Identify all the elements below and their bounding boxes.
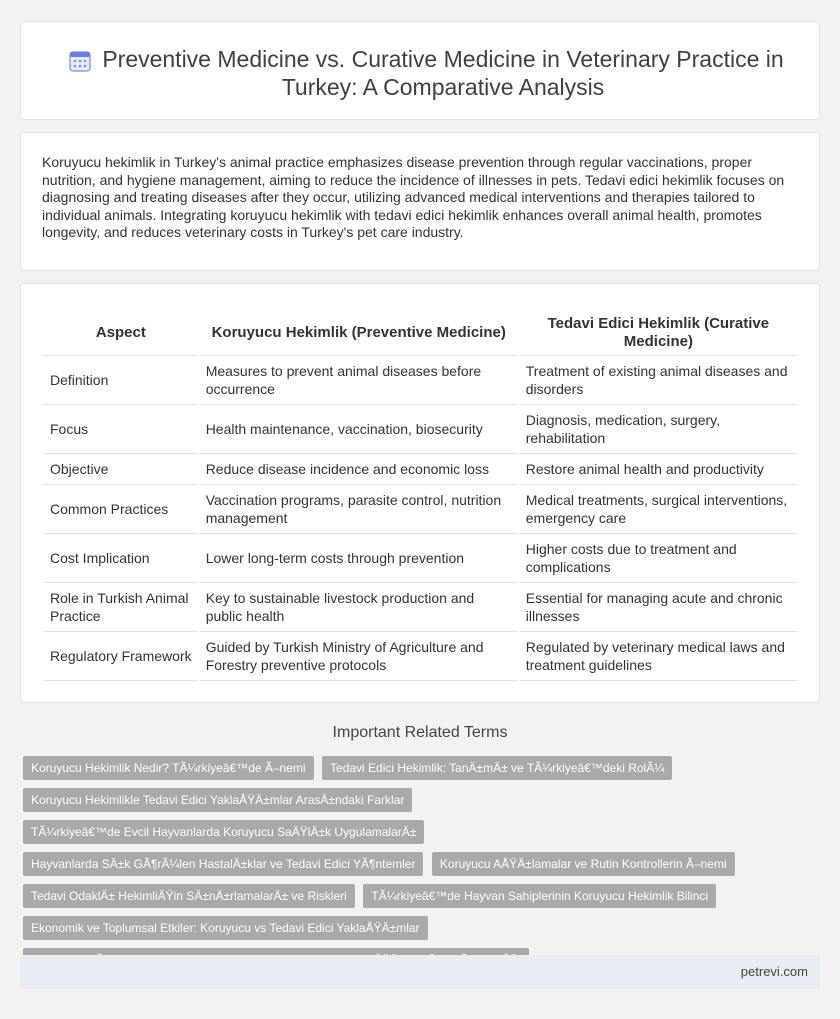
curative-cell: Medical treatments, surgical interventions, emergency care	[520, 485, 797, 534]
page-title: Preventive Medicine vs. Curative Medicine in Veterinary Practice in Turkey: A Comparative Analysis	[102, 46, 784, 100]
preventive-cell: Reduce disease incidence and economic loss	[200, 454, 518, 485]
curative-cell: Restore animal health and productivity	[520, 454, 797, 485]
curative-cell: Essential for managing acute and chronic illnesses	[520, 583, 797, 632]
curative-cell: Regulated by veterinary medical laws and treatment guidelines	[520, 632, 797, 681]
header-card	[20, 21, 820, 120]
comparison-table	[42, 311, 799, 681]
intro-paragraph: Koruyucu hekimlik in Turkey's animal practice emphasizes disease prevention through regular vaccinations, proper nutrition, and hygiene management, aiming to reduce the incidence of illnesses in pets. Tedavi edici hekimlik focuses on diagnosing and treating diseases after they occur, utilizing advanced medical interventions and therapies tailored to individual animals. Integrating koruyucu hekimlik with tedavi edici hekimlik enhances overall animal health, promotes longevity, and reduces veterinary costs in Turkey's pet care industry.	[42, 154, 785, 240]
footer-site-link[interactable]: petrevi.com	[740, 964, 808, 979]
preventive-cell: Health maintenance, vaccination, biosecurity	[200, 405, 518, 454]
related-term-tag[interactable]: TÃ¼rkiyeâ€™de Evcil Hayvanlarda Koruyucu SaÄŸlÄ±k UygulamalarÄ±	[23, 820, 424, 844]
footer	[20, 955, 820, 989]
related-term-tag[interactable]: Hayvanlarda SÄ±k GÃ¶rÃ¼len HastalÄ±klar ve Tedavi Edici YÃ¶ntemler	[23, 852, 423, 876]
column-header-curative: Tedavi Edici Hekimlik (Curative Medicine)	[520, 311, 797, 356]
curative-cell: Higher costs due to treatment and complications	[520, 534, 797, 583]
preventive-cell: Guided by Turkish Ministry of Agriculture and Forestry preventive protocols	[200, 632, 518, 681]
aspect-cell: Regulatory Framework	[44, 632, 198, 681]
related-term-tag[interactable]: Ekonomik ve Toplumsal Etkiler: Koruyucu vs Tedavi Edici YaklaÅŸÄ±mlar	[23, 916, 428, 940]
aspect-cell: Cost Implication	[44, 534, 198, 583]
column-header-aspect: Aspect	[44, 311, 198, 356]
intro-card	[20, 132, 820, 271]
table-row	[44, 534, 797, 583]
comparison-table-card	[20, 283, 820, 703]
preventive-cell: Measures to prevent animal diseases before occurrence	[200, 356, 518, 405]
table-row	[44, 356, 797, 405]
aspect-cell: Common Practices	[44, 485, 198, 534]
preventive-cell: Vaccination programs, parasite control, nutrition management	[200, 485, 518, 534]
table-row	[44, 583, 797, 632]
table-row	[44, 485, 797, 534]
column-header-preventive: Koruyucu Hekimlik (Preventive Medicine)	[200, 311, 518, 356]
related-terms-heading: Important Related Terms	[332, 724, 508, 741]
curative-cell: Diagnosis, medication, surgery, rehabilitation	[520, 405, 797, 454]
preventive-cell: Key to sustainable livestock production and public health	[200, 583, 518, 632]
aspect-cell: Focus	[44, 405, 198, 454]
table-row	[44, 454, 797, 485]
table-row	[44, 632, 797, 681]
table-row	[44, 405, 797, 454]
preventive-cell: Lower long-term costs through prevention	[200, 534, 518, 583]
related-term-tag[interactable]: Koruyucu AÅŸÄ±lamalar ve Rutin Kontrollerin Ã–nemi	[432, 852, 735, 876]
related-term-tag[interactable]: Tedavi Edici Hekimlik: TanÄ±mÄ± ve TÃ¼rkiyeâ€™deki RolÃ¼	[322, 756, 672, 780]
related-term-tag[interactable]: Tedavi OdaklÄ± HekimliÄŸin SÄ±nÄ±rlamalarÄ± ve Riskleri	[23, 884, 355, 908]
related-term-tag[interactable]: Koruyucu Hekimlikle Tedavi Edici YaklaÅŸÄ±mlar ArasÄ±ndaki Farklar	[23, 788, 412, 812]
curative-cell: Treatment of existing animal diseases and disorders	[520, 356, 797, 405]
table-header-row	[44, 311, 797, 356]
aspect-cell: Role in Turkish Animal Practice	[44, 583, 198, 632]
aspect-cell: Objective	[44, 454, 198, 485]
related-term-tag[interactable]: TÃ¼rkiyeâ€™de Hayvan Sahiplerinin Koruyucu Hekimlik Bilinci	[363, 884, 716, 908]
related-term-tag[interactable]: Koruyucu Hekimlik Nedir? TÃ¼rkiyeâ€™de Ã–nemi	[23, 756, 314, 780]
related-terms-tag-list	[23, 756, 813, 980]
aspect-cell: Definition	[44, 356, 198, 405]
